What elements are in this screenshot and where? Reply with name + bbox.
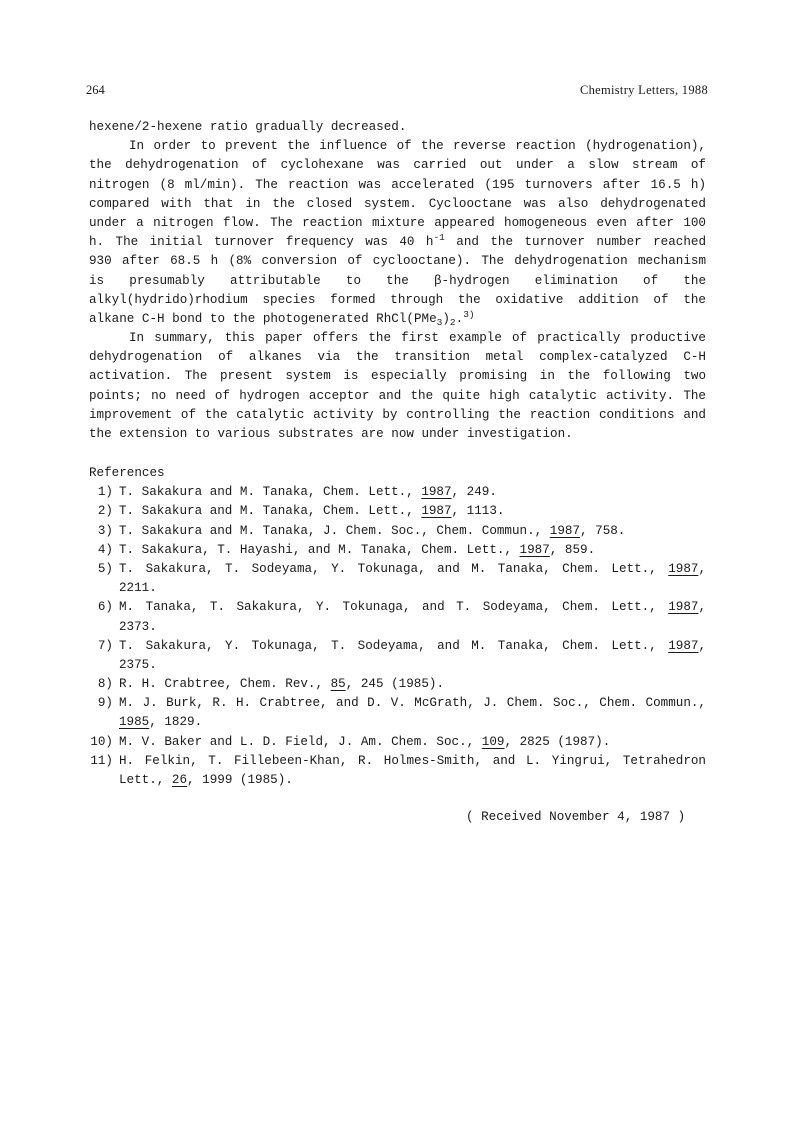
ref-year: 1987 — [668, 561, 699, 576]
reference-number: 9) — [97, 696, 113, 711]
ref-text: , — [698, 600, 706, 615]
reference-text — [119, 502, 706, 521]
ref-year: 1985 — [119, 715, 150, 730]
ref-year: 1987 — [668, 600, 699, 615]
ref-text: T. Sakakura, T. Hayashi, and M. Tanaka, Chem. Lett., — [119, 542, 520, 557]
text-line: alkyl(hydrido)rhodium species formed through the oxidative addition of the — [89, 292, 706, 307]
reference-number: 7) — [97, 638, 113, 653]
text-segment: and the turnover number reached — [444, 235, 707, 250]
ref-volume: 109 — [481, 734, 505, 749]
reference-text: M. J. Burk, R. H. Crabtree, and D. V. McGrath, J. Chem. Soc., Chem. Commun., — [119, 696, 706, 711]
reference-number: 5) — [97, 561, 113, 576]
superscript: -1 — [433, 232, 445, 244]
ref-text: , 249. — [451, 485, 497, 500]
reference-text: H. Felkin, T. Fillebeen-Khan, R. Holmes-Smith, and L. Yingrui, Tetrahedron — [119, 753, 706, 768]
text-line: the extension to various substrates are now under investigation. — [89, 427, 573, 441]
reference-continuation: 2211. — [119, 581, 157, 596]
text-line: is presumably attributable to the β-hydrogen elimination of the — [89, 273, 706, 288]
reference-continuation: 2373. — [119, 619, 157, 634]
reference-item — [89, 560, 706, 598]
text-segment: ) — [442, 311, 450, 326]
received-date: ( Received November 4, 1987 ) — [466, 810, 686, 824]
ref-text: T. Sakakura and M. Tanaka, Chem. Lett., — [119, 485, 422, 500]
text-line: hexene/2-hexene ratio gradually decreased. — [89, 120, 407, 134]
ref-text: , 1113. — [451, 504, 505, 519]
text-line: activation. The present system is especially promising in the following two — [89, 369, 706, 384]
reference-item — [89, 541, 706, 560]
text-line — [89, 310, 706, 329]
reference-item — [89, 483, 706, 502]
reference-number: 3) — [97, 523, 113, 538]
text-line — [89, 233, 706, 252]
text-line: under a nitrogen flow. The reaction mixture appeared homogeneous even after 100 — [89, 215, 706, 230]
text-segment: . — [455, 311, 464, 326]
ref-text: , 1999 (1985). — [187, 773, 293, 787]
ref-text: , 245 (1985). — [345, 677, 444, 692]
reference-item — [89, 502, 706, 521]
reference-text — [119, 733, 706, 752]
ref-year: 1987 — [549, 523, 581, 538]
text-line: dehydrogenation of alkanes via the transition metal complex-catalyzed C-H — [89, 350, 706, 365]
ref-text: T. Sakakura and M. Tanaka, Chem. Lett., — [119, 504, 422, 519]
text-line: In summary, this paper offers the first example of practically productive — [129, 331, 706, 346]
text-line: improvement of the catalytic activity by controlling the reaction conditions and — [89, 407, 706, 422]
ref-text: Lett., — [119, 773, 172, 787]
ref-year: 1987 — [421, 504, 452, 519]
reference-continuation: 2375. — [119, 657, 157, 672]
ref-text: T. Sakakura, T. Sodeyama, Y. Tokunaga, and M. Tanaka, Chem. Lett., — [119, 561, 669, 576]
reference-continuation — [119, 713, 706, 732]
ref-text: , 859. — [549, 542, 596, 557]
references-section — [89, 464, 706, 790]
text-segment: alkane C-H bond to the photogenerated RhCl(PMe — [89, 311, 437, 326]
ref-text: , 2825 (1987). — [504, 734, 611, 749]
text-line: nitrogen (8 ml/min). The reaction was accelerated (195 turnovers after 16.5 h) — [89, 177, 706, 192]
ref-year: 1987 — [519, 542, 550, 557]
reference-text — [119, 598, 706, 617]
reference-item — [89, 598, 706, 636]
citation-superscript: 3) — [463, 308, 475, 320]
text-line: In order to prevent the influence of the reverse reaction (hydrogenation), — [129, 139, 706, 154]
reference-item — [89, 752, 706, 790]
reference-number: 6) — [97, 600, 113, 615]
reference-number: 1) — [97, 485, 113, 500]
reference-number: 10) — [90, 734, 113, 749]
main-text — [89, 118, 706, 444]
ref-volume: 26 — [171, 773, 188, 787]
text-line: points; no need of hydrogen acceptor and the quite high catalytic activity. The — [89, 388, 706, 403]
ref-year: 1987 — [421, 485, 452, 500]
text-segment: h. The initial turnover frequency was 40 h — [89, 235, 434, 250]
reference-number: 8) — [97, 677, 113, 692]
ref-text: M. V. Baker and L. D. Field, J. Am. Chem. Soc., — [119, 734, 482, 749]
reference-number: 2) — [97, 504, 113, 519]
ref-text: T. Sakakura, Y. Tokunaga, T. Sodeyama, and M. Tanaka, Chem. Lett., — [119, 638, 669, 653]
ref-text: , — [698, 638, 706, 653]
ref-text: T. Sakakura and M. Tanaka, J. Chem. Soc., Chem. Commun., — [119, 523, 550, 538]
reference-text — [119, 483, 706, 502]
ref-volume: 85 — [330, 677, 346, 692]
reference-item — [89, 522, 706, 541]
reference-number: 4) — [97, 542, 113, 557]
ref-text: , 1829. — [149, 715, 203, 730]
text-line: the dehydrogenation of cyclohexane was carried out under a slow stream of — [89, 158, 706, 173]
journal-name: Chemistry Letters, 1988 — [579, 83, 708, 97]
reference-continuation — [119, 771, 706, 790]
ref-text: M. Tanaka, T. Sakakura, Y. Tokunaga, and T. Sodeyama, Chem. Lett., — [119, 600, 669, 615]
reference-number: 11) — [90, 753, 113, 768]
page-number: 264 — [86, 83, 105, 97]
subscript: 3 — [436, 316, 443, 328]
reference-text — [119, 675, 706, 694]
running-header — [86, 83, 706, 99]
ref-text: , 758. — [580, 523, 626, 538]
references-heading: References — [89, 466, 165, 480]
ref-text: R. H. Crabtree, Chem. Rev., — [119, 677, 331, 692]
reference-text — [119, 637, 706, 656]
text-line: compared with that in the closed system. Cyclooctane was also dehydrogenated — [89, 196, 706, 211]
reference-item — [89, 694, 706, 732]
reference-item — [89, 637, 706, 675]
ref-text: , — [698, 561, 706, 576]
subscript: 2 — [449, 316, 456, 328]
reference-item — [89, 675, 706, 694]
ref-year: 1987 — [668, 638, 699, 653]
reference-item — [89, 733, 706, 752]
reference-text — [119, 541, 706, 560]
reference-text — [119, 560, 706, 579]
text-line: 930 after 68.5 h (8% conversion of cyclooctane). The dehydrogenation mechanism — [89, 254, 706, 269]
reference-text — [119, 522, 706, 541]
